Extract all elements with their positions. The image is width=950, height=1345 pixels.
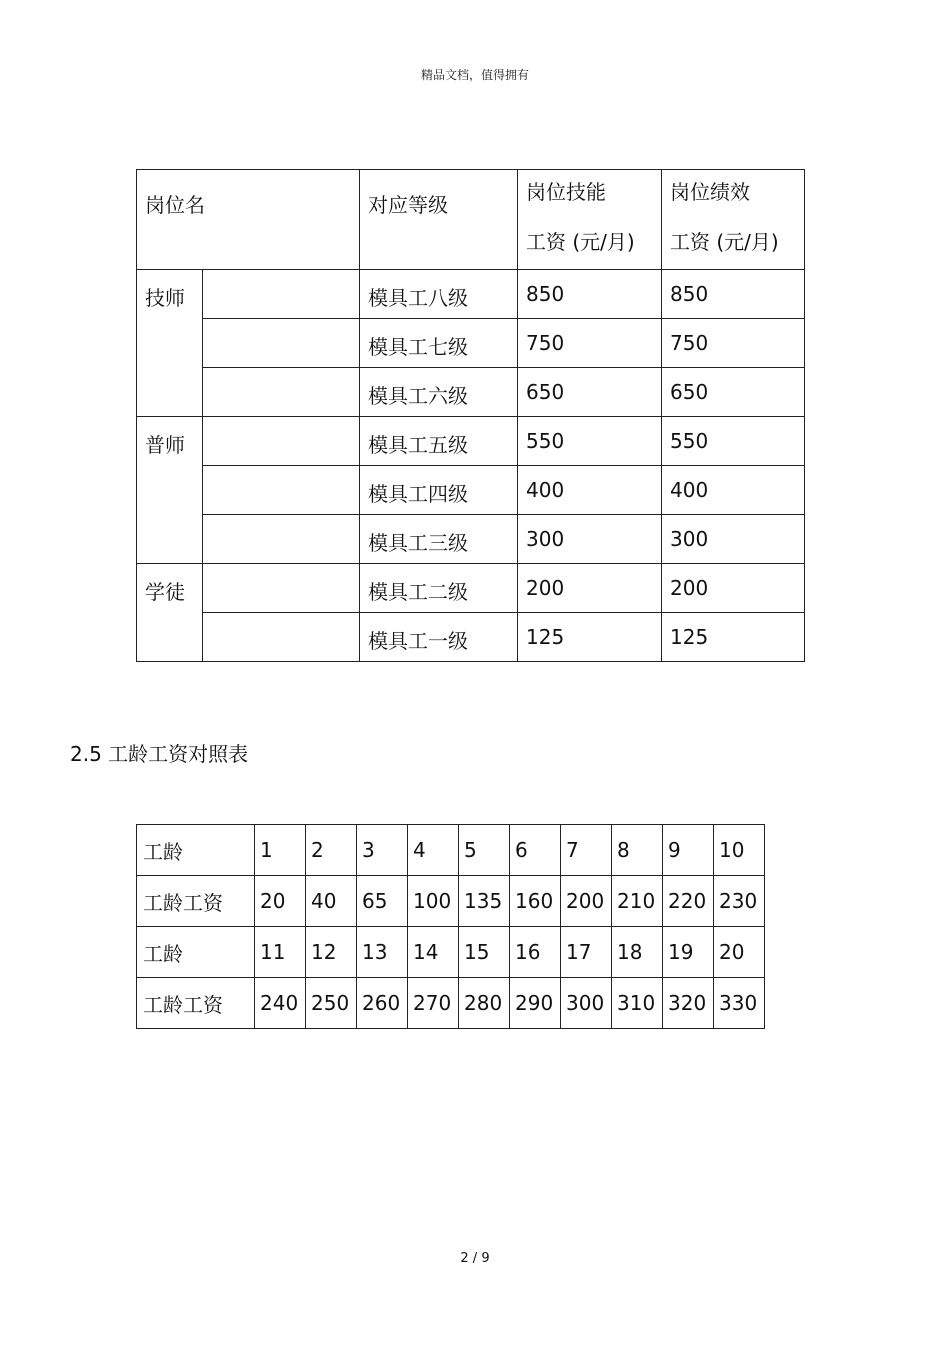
table-row: [137, 927, 765, 978]
value-cell: 8: [612, 825, 663, 876]
value-cell: 260: [357, 978, 408, 1029]
position-grade-table: [136, 169, 805, 662]
value-cell: 10: [714, 825, 765, 876]
value-cell: 240: [255, 978, 306, 1029]
value-cell: 20: [714, 927, 765, 978]
value-cell: 3: [357, 825, 408, 876]
value-cell: 15: [459, 927, 510, 978]
empty-cell: [203, 270, 360, 319]
perf-wage-cell: 400: [662, 466, 805, 515]
header-skill-line2: 工资 (元/月): [526, 230, 635, 254]
perf-wage-cell: 300: [662, 515, 805, 564]
level-cell: 模具工四级: [360, 466, 518, 515]
level-cell: 模具工二级: [360, 564, 518, 613]
table-header-row: [137, 170, 805, 270]
empty-cell: [203, 368, 360, 417]
header-performance-wage: [662, 170, 805, 270]
page-number: 2 / 9: [460, 1251, 490, 1266]
value-cell: 14: [408, 927, 459, 978]
section-title: 2.5 工龄工资对照表: [70, 742, 249, 766]
empty-cell: [203, 319, 360, 368]
table-row: [137, 613, 805, 662]
table-row: [137, 825, 765, 876]
perf-wage-cell: 125: [662, 613, 805, 662]
level-cell: 模具工七级: [360, 319, 518, 368]
value-cell: 65: [357, 876, 408, 927]
empty-cell: [203, 613, 360, 662]
level-cell: 模具工五级: [360, 417, 518, 466]
table-row: [137, 368, 805, 417]
perf-wage-cell: 750: [662, 319, 805, 368]
skill-wage-cell: 850: [518, 270, 662, 319]
value-cell: 300: [561, 978, 612, 1029]
value-cell: 9: [663, 825, 714, 876]
value-cell: 220: [663, 876, 714, 927]
value-cell: 160: [510, 876, 561, 927]
perf-wage-cell: 850: [662, 270, 805, 319]
row-label-cell: 工龄: [137, 825, 255, 876]
group-apprentice: 学徒: [137, 564, 203, 662]
row-label-cell: 工龄工资: [137, 876, 255, 927]
row-label-cell: 工龄工资: [137, 978, 255, 1029]
skill-wage-cell: 550: [518, 417, 662, 466]
value-cell: 290: [510, 978, 561, 1029]
table-row: [137, 564, 805, 613]
value-cell: 5: [459, 825, 510, 876]
value-cell: 230: [714, 876, 765, 927]
level-cell: 模具工六级: [360, 368, 518, 417]
skill-wage-cell: 200: [518, 564, 662, 613]
value-cell: 13: [357, 927, 408, 978]
header-skill-line1: 岗位技能: [526, 180, 606, 204]
level-cell: 模具工三级: [360, 515, 518, 564]
perf-wage-cell: 550: [662, 417, 805, 466]
empty-cell: [203, 564, 360, 613]
header-perf-line2: 工资 (元/月): [670, 230, 779, 254]
group-regular: 普师: [137, 417, 203, 564]
header-position-name: 岗位名: [137, 170, 360, 270]
table-row: [137, 270, 805, 319]
skill-wage-cell: 125: [518, 613, 662, 662]
row-label-cell: 工龄: [137, 927, 255, 978]
value-cell: 1: [255, 825, 306, 876]
value-cell: 16: [510, 927, 561, 978]
empty-cell: [203, 515, 360, 564]
value-cell: 250: [306, 978, 357, 1029]
value-cell: 40: [306, 876, 357, 927]
value-cell: 7: [561, 825, 612, 876]
perf-wage-cell: 200: [662, 564, 805, 613]
perf-wage-cell: 650: [662, 368, 805, 417]
header-skill-wage: [518, 170, 662, 270]
empty-cell: [203, 417, 360, 466]
value-cell: 4: [408, 825, 459, 876]
value-cell: 100: [408, 876, 459, 927]
value-cell: 12: [306, 927, 357, 978]
group-technician: 技师: [137, 270, 203, 417]
value-cell: 11: [255, 927, 306, 978]
value-cell: 2: [306, 825, 357, 876]
table-row: [137, 978, 765, 1029]
empty-cell: [203, 466, 360, 515]
value-cell: 310: [612, 978, 663, 1029]
skill-wage-cell: 650: [518, 368, 662, 417]
tenure-table-body: [137, 825, 765, 1029]
value-cell: 17: [561, 927, 612, 978]
level-cell: 模具工八级: [360, 270, 518, 319]
table-row: [137, 319, 805, 368]
table-row: [137, 417, 805, 466]
tenure-wage-table: [136, 824, 765, 1029]
header-perf-line1: 岗位绩效: [670, 180, 750, 204]
value-cell: 330: [714, 978, 765, 1029]
value-cell: 18: [612, 927, 663, 978]
page-header: 精品文档，值得拥有: [420, 68, 529, 82]
value-cell: 270: [408, 978, 459, 1029]
table-row: [137, 876, 765, 927]
value-cell: 19: [663, 927, 714, 978]
value-cell: 320: [663, 978, 714, 1029]
skill-wage-cell: 400: [518, 466, 662, 515]
value-cell: 280: [459, 978, 510, 1029]
value-cell: 200: [561, 876, 612, 927]
value-cell: 20: [255, 876, 306, 927]
value-cell: 210: [612, 876, 663, 927]
level-cell: 模具工一级: [360, 613, 518, 662]
table-row: [137, 466, 805, 515]
table-row: [137, 515, 805, 564]
value-cell: 6: [510, 825, 561, 876]
skill-wage-cell: 750: [518, 319, 662, 368]
skill-wage-cell: 300: [518, 515, 662, 564]
value-cell: 135: [459, 876, 510, 927]
header-grade-level: 对应等级: [360, 170, 518, 270]
